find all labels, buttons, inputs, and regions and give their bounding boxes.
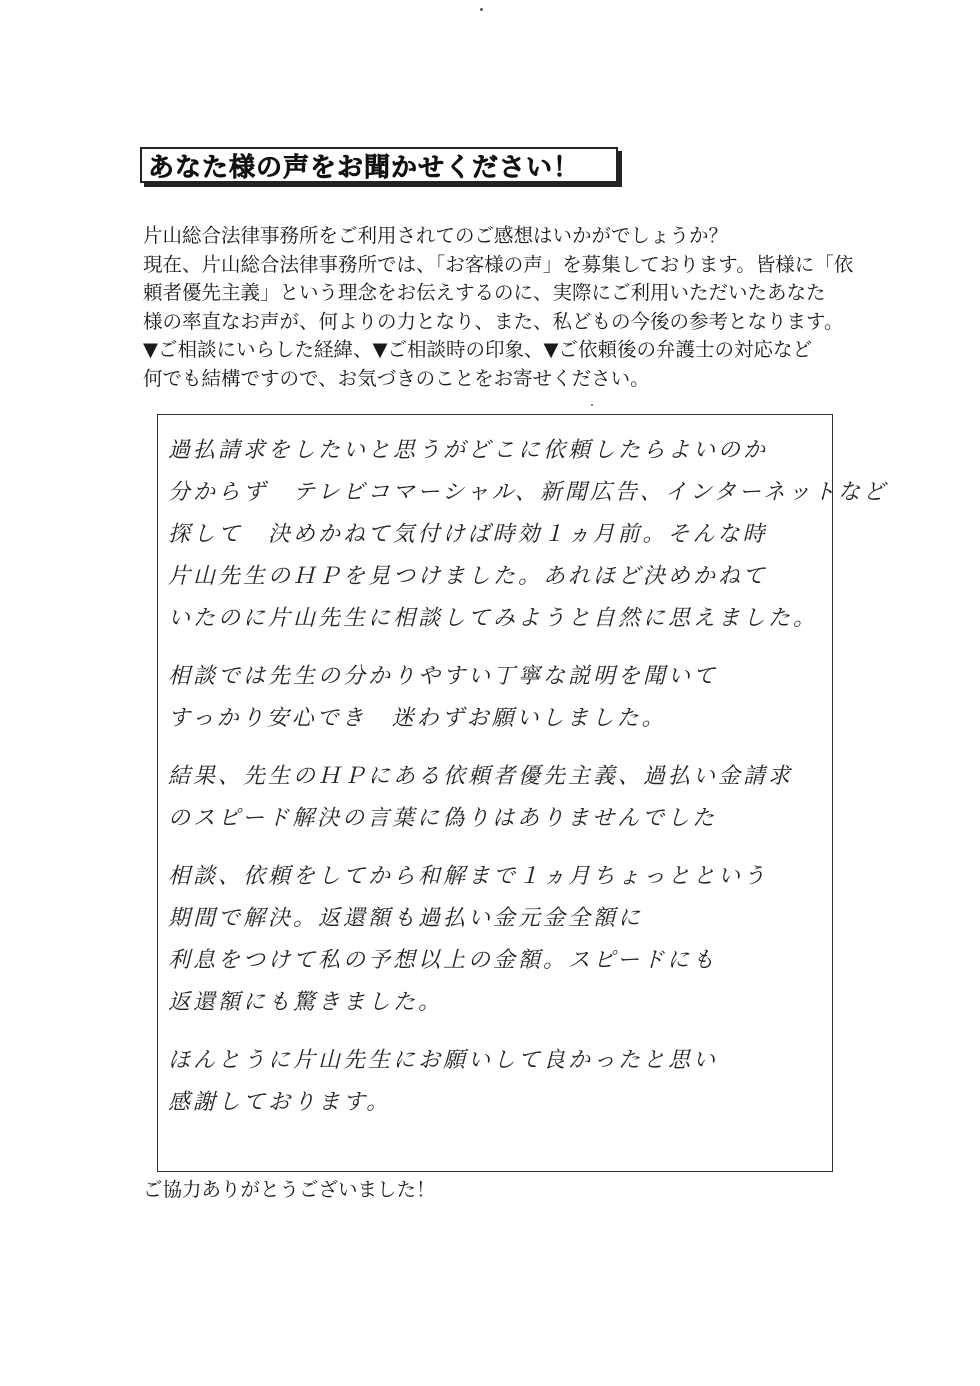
intro-line: 頼者優先主義」という理念をお伝えするのに、実際にご利用いただいたあなた — [143, 281, 826, 304]
handwritten-line: 結果、先生のＨＰにある依頼者優先主義、過払い金請求 — [168, 764, 794, 789]
handwritten-line: 感謝しております。 — [168, 1090, 392, 1115]
handwritten-line: のスピード解決の言葉に偽りはありませんでした — [168, 806, 718, 831]
intro-line: 様の率直なお声が、何よりの力となり、また、私どもの今後の参考となります。 — [143, 309, 844, 333]
intro-text — [143, 222, 863, 393]
handwritten-line: 片山先生のＨＰを見つけました。あれほど決めかねて — [168, 564, 768, 589]
intro-line: 片山総合法律事務所をご利用されてのご感想はいかがでしょうか？ — [143, 224, 729, 247]
intro-line: ▼ご相談にいらした経緯、▼ご相談時の印象、▼ご依頼後の弁護士の対応など — [143, 338, 812, 361]
handwritten-line: すっかり安心でき 迷わずお願いしました。 — [168, 706, 667, 731]
handwritten-line: 分からず テレビコマーシャル、新聞広告、インターネットなど — [168, 480, 888, 505]
handwritten-line: いたのに片山先生に相談してみようと自然に思えました。 — [168, 606, 819, 631]
title-banner — [140, 147, 618, 183]
handwritten-line: 期間で解決。返還額も過払い金元金全額に — [168, 906, 644, 931]
thank-you-note: ご協力ありがとうございました！ — [143, 1178, 436, 1201]
handwritten-line: 利息をつけて私の予想以上の金額。スピードにも — [168, 948, 718, 973]
scan-speck — [591, 404, 593, 406]
handwritten-line: ほんとうに片山先生にお願いして良かったと思い — [168, 1048, 719, 1073]
handwritten-line: 返還額にも驚きました。 — [168, 990, 444, 1015]
handwritten-line: 相談では先生の分かりやすい丁寧な説明を聞いて — [168, 664, 719, 689]
intro-line: 何でも結構ですので、お気づきのことをお寄せください。 — [143, 366, 650, 390]
handwritten-line: 相談、依頼をしてから和解まで１ヵ月ちょっとという — [168, 864, 769, 889]
page-title: あなた様の声をお聞かせください！ — [148, 152, 581, 183]
intro-line: 現在、片山総合法律事務所では、「お客様の声」を募集しております。皆様に「依 — [143, 252, 854, 276]
handwritten-line: 過払請求をしたいと思うがどこに依頼したらよいのか — [168, 438, 769, 463]
handwritten-line: 探して 決めかねて気付けば時効１ヵ月前。そんな時 — [168, 522, 768, 547]
handwritten-response — [168, 430, 888, 1124]
scan-speck — [480, 8, 483, 11]
